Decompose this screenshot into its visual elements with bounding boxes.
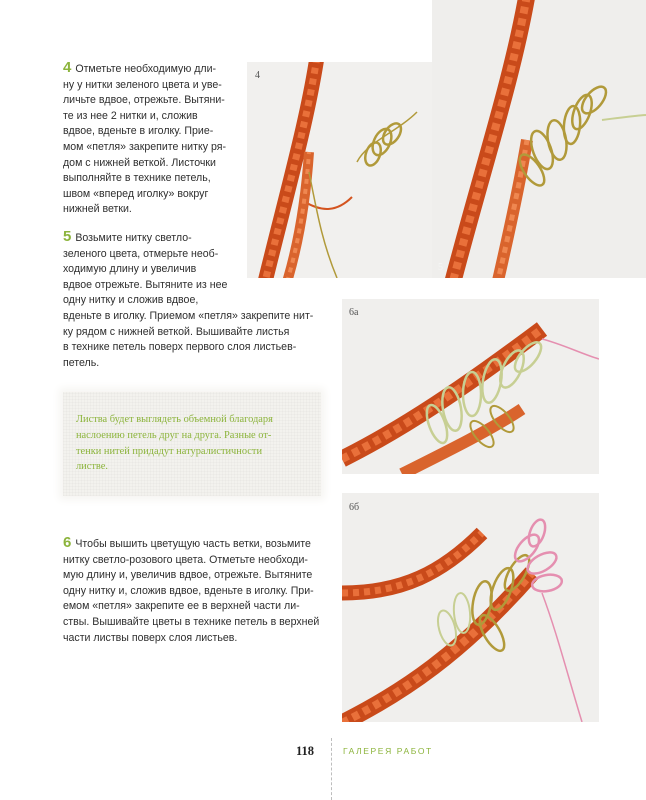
step-text: Возьмите нитку светло- зеленого цвета, отмерьте необ- ходимую длину и увеличив вдвое отрежьте. Вытяните из нее одну нитку и сложив вдвое, вденьте в иголку. Приемом «петля» закрепите нит- ку рядом с нижней веткой. Вышивайте листья в технике петель поверх первого слоя листьев- петель. — [63, 232, 314, 369]
embroidery-image — [342, 299, 599, 474]
photo-step-6a — [342, 299, 599, 474]
step-text: Отметьте необходимую дли- ну у нитки зеленого цвета и уве- личьте вдвое, отрежьте. Вытяни- те из нее 2 нитки и, сложив вдвое, вденьте в иголку. Прие- мом «петля» закрепите нитку ря- дом с нижней веткой. Листочки выполняйте в технике петель, швом «вперед иголку» вокруг нижней ветки. — [63, 63, 226, 216]
photo-label: 6б — [349, 502, 360, 513]
photo-step-6b — [342, 493, 599, 722]
tip-text: Листва будет выглядеть объемной благодаря наслоению петель друг на друга. Разные от- тенки нитей придадут натуралистичности листве. — [76, 414, 273, 473]
photo-label: 6а — [349, 307, 359, 318]
photo-label: 4 — [255, 70, 260, 81]
step-4-paragraph — [63, 60, 273, 218]
tip-box — [63, 392, 321, 496]
embroidery-image — [342, 493, 599, 722]
embroidery-image — [432, 0, 646, 278]
photo-label: 5 — [438, 262, 443, 273]
footer-divider — [331, 738, 332, 800]
photo-step-4 — [247, 62, 440, 278]
page-number: 118 — [296, 744, 315, 758]
step-number: 4 — [63, 59, 72, 76]
step-number: 6 — [63, 534, 72, 551]
step-6-paragraph — [63, 535, 333, 646]
embroidery-image — [247, 62, 440, 278]
photo-step-5 — [432, 0, 646, 278]
step-number: 5 — [63, 228, 72, 245]
section-title: ГАЛЕРЕЯ РАБОТ — [343, 746, 433, 756]
step-text: Чтобы вышить цветущую часть ветки, возьмите нитку светло-розового цвета. Отметьте необходи- мую длину и, увеличив вдвое, отрежьте. Вытяните одну нитку и, сложив вдвое, вденьте в иголку. При- емом «петля» закрепите ее в верхней части ли- ствы. Вышивайте цветы в технике петель в верхней части листвы поверх слоя листьев. — [63, 538, 320, 644]
